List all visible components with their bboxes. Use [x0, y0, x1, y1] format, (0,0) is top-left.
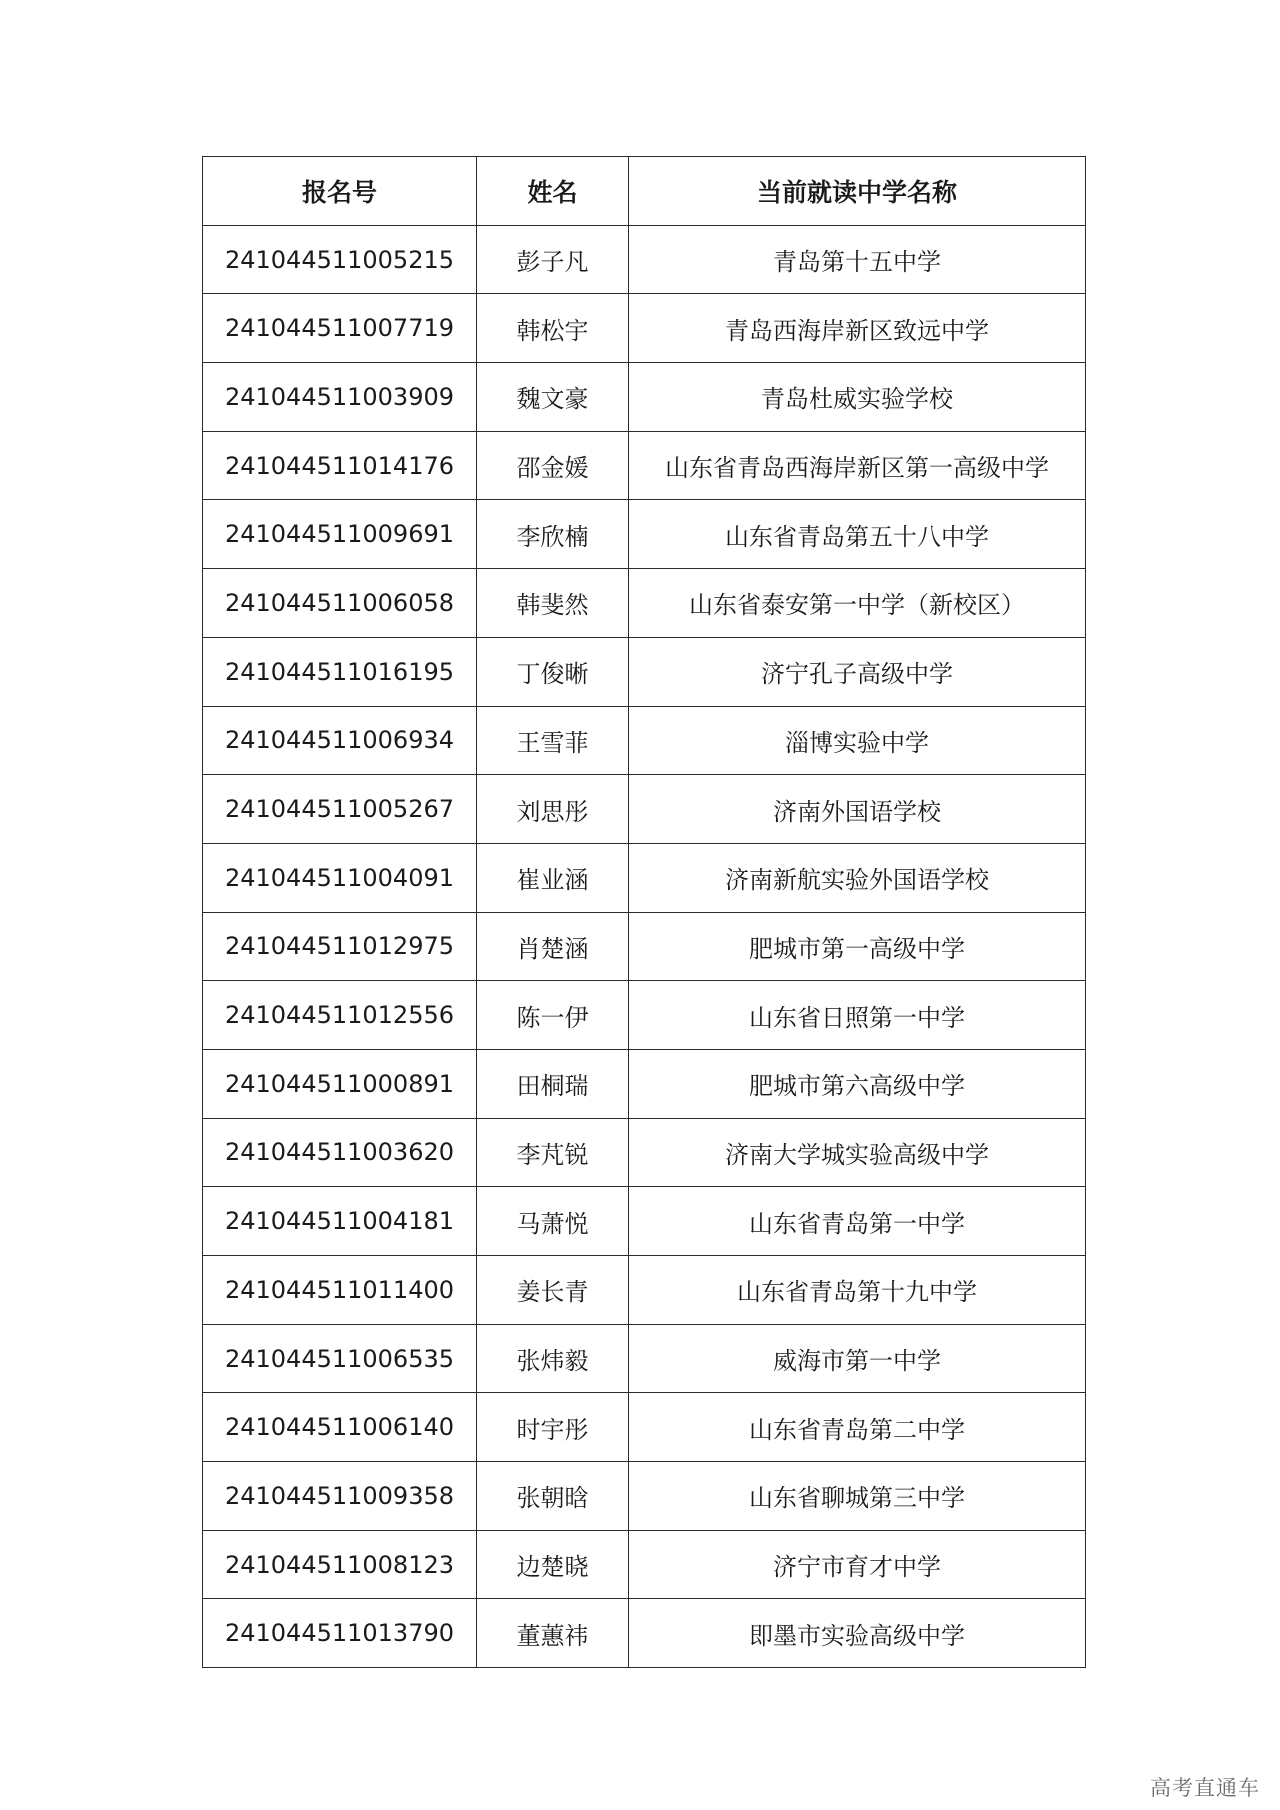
table-row [203, 1530, 1086, 1599]
cell-name: 张朝晗 [477, 1462, 629, 1531]
table-row [203, 1049, 1086, 1118]
header-registration-number: 报名号 [203, 157, 477, 226]
cell-registration-number: 241044511000891 [203, 1049, 477, 1118]
cell-registration-number: 241044511009358 [203, 1462, 477, 1531]
cell-registration-number: 241044511012556 [203, 981, 477, 1050]
header-row [203, 157, 1086, 226]
header-school-name: 当前就读中学名称 [629, 157, 1086, 226]
cell-name: 边楚晓 [477, 1530, 629, 1599]
cell-name: 李芃锐 [477, 1118, 629, 1187]
cell-registration-number: 241044511003909 [203, 363, 477, 432]
cell-school-name: 济宁市育才中学 [629, 1530, 1086, 1599]
watermark-text: 高考直通车 [1150, 1776, 1260, 1800]
cell-school-name: 山东省青岛第二中学 [629, 1393, 1086, 1462]
cell-name: 张炜毅 [477, 1324, 629, 1393]
table-row [203, 1324, 1086, 1393]
table-row [203, 843, 1086, 912]
cell-name: 马萧悦 [477, 1187, 629, 1256]
cell-school-name: 山东省青岛第一中学 [629, 1187, 1086, 1256]
cell-registration-number: 241044511005215 [203, 225, 477, 294]
cell-school-name: 山东省日照第一中学 [629, 981, 1086, 1050]
table-row [203, 294, 1086, 363]
cell-school-name: 济南新航实验外国语学校 [629, 843, 1086, 912]
cell-school-name: 济南大学城实验高级中学 [629, 1118, 1086, 1187]
cell-registration-number: 241044511013790 [203, 1599, 477, 1668]
cell-school-name: 山东省青岛第十九中学 [629, 1256, 1086, 1325]
table-row [203, 981, 1086, 1050]
cell-registration-number: 241044511014176 [203, 431, 477, 500]
cell-school-name: 济南外国语学校 [629, 775, 1086, 844]
header-name: 姓名 [477, 157, 629, 226]
table-row [203, 1256, 1086, 1325]
cell-registration-number: 241044511006140 [203, 1393, 477, 1462]
table-row [203, 431, 1086, 500]
cell-name: 韩松宇 [477, 294, 629, 363]
cell-school-name: 即墨市实验高级中学 [629, 1599, 1086, 1668]
cell-name: 魏文豪 [477, 363, 629, 432]
cell-name: 王雪菲 [477, 706, 629, 775]
table-row [203, 363, 1086, 432]
roster-table [202, 156, 1086, 1668]
cell-registration-number: 241044511006934 [203, 706, 477, 775]
cell-school-name: 山东省聊城第三中学 [629, 1462, 1086, 1531]
table-row [203, 1118, 1086, 1187]
cell-registration-number: 241044511009691 [203, 500, 477, 569]
table-row [203, 1393, 1086, 1462]
cell-registration-number: 241044511008123 [203, 1530, 477, 1599]
cell-school-name: 山东省泰安第一中学（新校区） [629, 569, 1086, 638]
cell-registration-number: 241044511004091 [203, 843, 477, 912]
cell-name: 陈一伊 [477, 981, 629, 1050]
cell-school-name: 肥城市第六高级中学 [629, 1049, 1086, 1118]
table-row [203, 637, 1086, 706]
cell-school-name: 威海市第一中学 [629, 1324, 1086, 1393]
cell-name: 刘思彤 [477, 775, 629, 844]
cell-school-name: 山东省青岛西海岸新区第一高级中学 [629, 431, 1086, 500]
cell-name: 彭子凡 [477, 225, 629, 294]
table-row [203, 775, 1086, 844]
cell-school-name: 济宁孔子高级中学 [629, 637, 1086, 706]
cell-school-name: 肥城市第一高级中学 [629, 912, 1086, 981]
cell-registration-number: 241044511011400 [203, 1256, 477, 1325]
table-row [203, 1462, 1086, 1531]
cell-school-name: 青岛杜威实验学校 [629, 363, 1086, 432]
table-body [203, 225, 1086, 1667]
cell-name: 韩斐然 [477, 569, 629, 638]
cell-registration-number: 241044511006535 [203, 1324, 477, 1393]
cell-name: 李欣楠 [477, 500, 629, 569]
cell-name: 董蕙祎 [477, 1599, 629, 1668]
cell-name: 时宇彤 [477, 1393, 629, 1462]
cell-registration-number: 241044511016195 [203, 637, 477, 706]
cell-school-name: 淄博实验中学 [629, 706, 1086, 775]
table-row [203, 706, 1086, 775]
cell-school-name: 青岛西海岸新区致远中学 [629, 294, 1086, 363]
cell-name: 崔业涵 [477, 843, 629, 912]
cell-name: 姜长青 [477, 1256, 629, 1325]
cell-name: 田桐瑞 [477, 1049, 629, 1118]
cell-name: 肖楚涵 [477, 912, 629, 981]
cell-registration-number: 241044511003620 [203, 1118, 477, 1187]
cell-registration-number: 241044511007719 [203, 294, 477, 363]
table-row [203, 912, 1086, 981]
table-header [203, 157, 1086, 226]
table-row [203, 1599, 1086, 1668]
cell-registration-number: 241044511004181 [203, 1187, 477, 1256]
cell-registration-number: 241044511005267 [203, 775, 477, 844]
table-row [203, 225, 1086, 294]
cell-school-name: 青岛第十五中学 [629, 225, 1086, 294]
cell-registration-number: 241044511012975 [203, 912, 477, 981]
table-row [203, 500, 1086, 569]
cell-registration-number: 241044511006058 [203, 569, 477, 638]
table-row [203, 1187, 1086, 1256]
table-row [203, 569, 1086, 638]
cell-school-name: 山东省青岛第五十八中学 [629, 500, 1086, 569]
cell-name: 邵金媛 [477, 431, 629, 500]
cell-name: 丁俊晰 [477, 637, 629, 706]
